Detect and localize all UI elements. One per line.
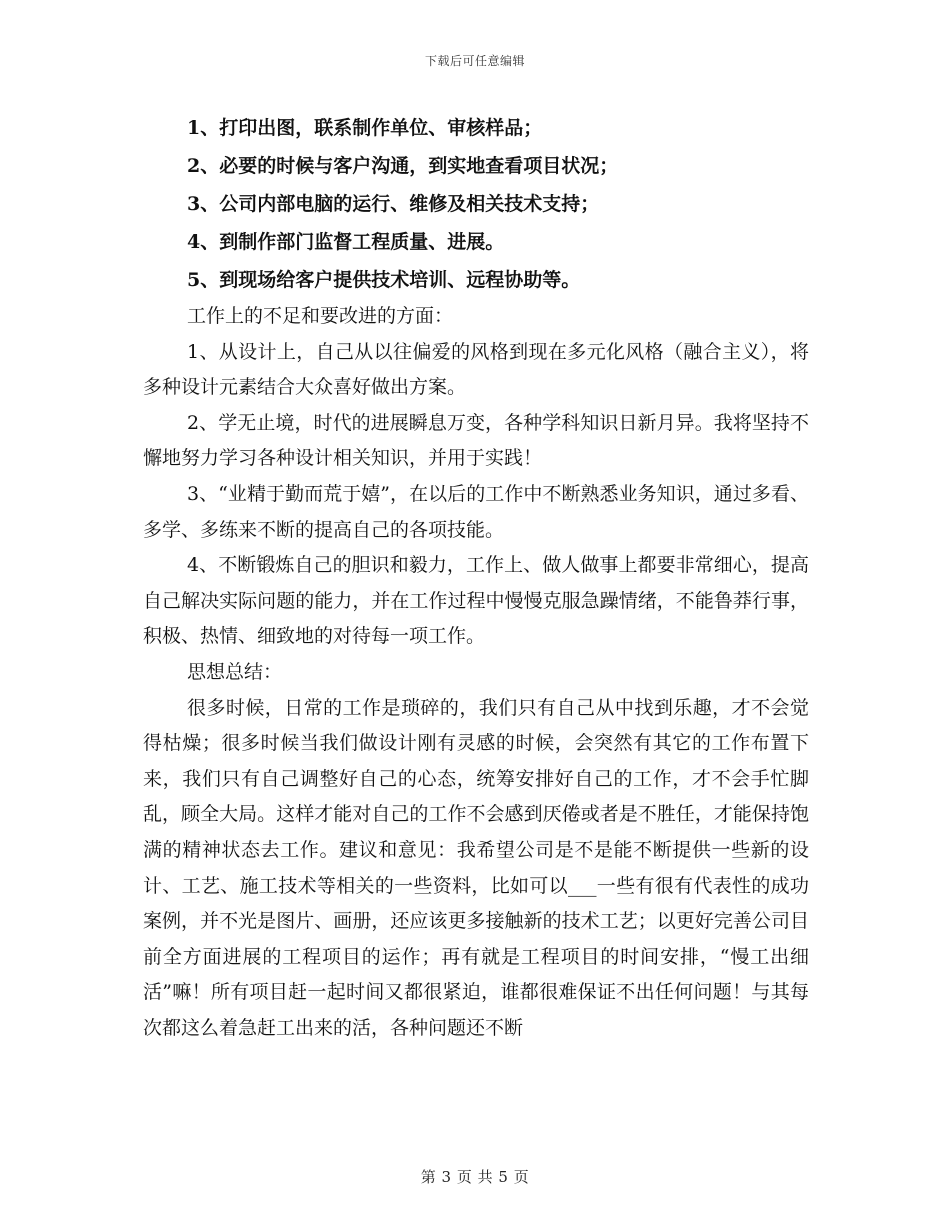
duty-item: 1、打印出图，联系制作单位、审核样品； bbox=[187, 117, 543, 139]
improvement-item: 4、不断锻炼自己的胆识和毅力，工作上、做人做事上都要非常细心，提高自己解决实际问题的能力，并在工作过程中慢慢克服急躁情绪，不能鲁莽行事，积极、热情、细致地的对待每一项工作。 bbox=[143, 554, 809, 648]
improvement-item: 2、学无止境，时代的进展瞬息万变，各种学科知识日新月异。我将坚持不懈地努力学习各种设计相关知识，并用于实践！ bbox=[143, 411, 809, 470]
summary-paragraph: 很多时候，日常的工作是琐碎的，我们只有自己从中找到乐趣，才不会觉得枯燥；很多时候当我们做设计刚有灵感的时候，会突然有其它的工作布置下来，我们只有自己调整好自己的心态，统筹安排好自己的工作，才不会手忙脚乱，顾全大局。这样才能对自己的工作不会感到厌倦或者是不胜任，才能保持饱满的精神状态去工作。建议和意见：我希望公司是不是能不断提供一些新的设计、工艺、施工技术等相关的一些资料，比如可以___一些有很有代表性的成功案例，并不光是图片、画册，还应该更多接触新的技术工艺；以更好完善公司目前全方面进展的工程项目的运作；再有就是工程项目的时间安排，“慢工出细活”嘛！所有项目赶一起时间又都很紧迫，谁都很难保证不出任何问题！与其每次都这么着急赶工出来的活，各种问题还不断 bbox=[143, 696, 809, 1039]
duty-item: 2、必要的时候与客户沟通，到实地查看项目状况； bbox=[187, 155, 619, 177]
page-header: 下载后可任意编辑 bbox=[424, 54, 525, 68]
improvement-item: 3、“业精于勤而荒于嬉”，在以后的工作中不断熟悉业务知识，通过多看、多学、多练来不断的提高自己的各项技能。 bbox=[143, 482, 809, 541]
duty-item: 5、到现场给客户提供技术培训、远程协助等。 bbox=[187, 269, 581, 291]
improvements-heading: 工作上的不足和要改进的方面： bbox=[187, 305, 454, 327]
duty-list bbox=[143, 109, 809, 299]
summary-heading: 思想总结： bbox=[187, 660, 283, 683]
duty-item: 3、公司内部电脑的运行、维修及相关技术支持； bbox=[187, 193, 600, 215]
duty-item: 4、到制作部门监督工程质量、进展。 bbox=[187, 231, 505, 253]
document-body bbox=[143, 109, 809, 1046]
improvement-item: 1、从设计上，自己从以往偏爱的风格到现在多元化风格（融合主义），将多种设计元素结合大众喜好做出方案。 bbox=[143, 340, 809, 399]
page-footer: 第 3 页 共 5 页 bbox=[420, 1168, 530, 1186]
